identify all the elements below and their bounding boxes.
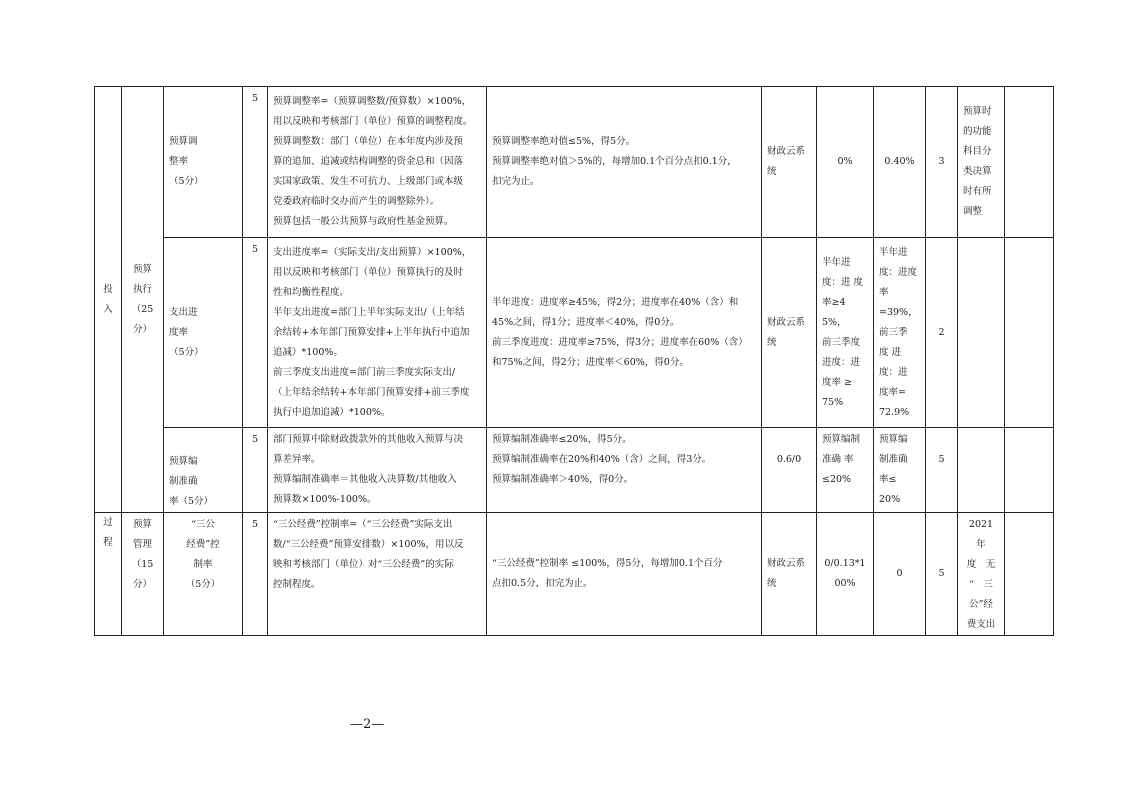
indicator-line: （5分） <box>169 346 204 358</box>
definition-line: 映和考核部门（单位）对“三公经费”的实际 <box>273 559 454 570</box>
actual-line: 度 进 <box>879 346 902 358</box>
actual-line: 0.40% <box>884 156 915 167</box>
weight-cell: 5 <box>243 238 268 428</box>
remark-line: 科目分 <box>963 146 992 157</box>
definition-line: 支出进度率=（实际支出/支出预算）×100%， <box>273 246 472 258</box>
level1-text: 过程 <box>103 517 113 548</box>
source-line: 0.6/0 <box>776 454 802 465</box>
score-cell: 5 <box>926 513 958 636</box>
score-cell: 2 <box>926 238 958 428</box>
definition-cell <box>268 87 487 238</box>
blank-cell <box>1005 238 1054 428</box>
definition-line: 性和均衡性程度。 <box>273 286 350 298</box>
criteria-line: 点扣0.5分，扣完为止。 <box>492 578 593 589</box>
definition-line: 实国家政策、发生不可抗力、上级部门或本级 <box>273 176 464 187</box>
actual-line: 度率= <box>879 386 906 398</box>
criteria-line: “三公经费”控制率 ≤100%，得5分，每增加0.1个百分 <box>492 558 723 569</box>
definition-line: 算差异率。 <box>273 454 321 465</box>
source-cell <box>762 428 817 513</box>
definition-line: 半年支出进度=部门上半年实际支出/（上年结 <box>273 306 465 318</box>
evaluation-table <box>94 86 1079 636</box>
target-line: 准确 率 <box>822 454 854 465</box>
indicator-line: “三公 <box>191 519 215 530</box>
table-row <box>95 87 1079 238</box>
actual-line: 20% <box>879 494 901 505</box>
actual-line: 度：进 <box>879 366 908 378</box>
score-cell: 5 <box>926 428 958 513</box>
actual-cell <box>874 513 926 636</box>
source-line: 统 <box>767 336 777 348</box>
target-cell <box>817 428 874 513</box>
source-cell <box>762 513 817 636</box>
definition-line: 前三季度支出进度=部门前三季度实际支出/ <box>273 366 456 378</box>
weight-cell: 5 <box>243 428 268 513</box>
indicator-cell <box>164 87 243 238</box>
indicator-line: 预算调 <box>169 136 198 147</box>
remark-line: “ 三 <box>969 579 993 590</box>
actual-line: 前三季 <box>879 326 908 338</box>
actual-line: =39%， <box>879 306 918 318</box>
criteria-line: 预算调整率绝对值≤5%，得5分。 <box>492 136 636 147</box>
actual-line: 0 <box>896 568 903 579</box>
indicator-line: 制准确 <box>169 476 198 487</box>
target-line: 75% <box>822 396 844 408</box>
remark-line: 的功能 <box>963 126 992 137</box>
target-line: 半年进 <box>822 256 851 268</box>
criteria-cell <box>487 238 762 428</box>
definition-line: 控制程度。 <box>273 579 321 590</box>
table-row <box>95 238 1079 428</box>
definition-line: 追减）*100%。 <box>273 346 343 358</box>
remark-line: 类决算 <box>963 166 992 177</box>
remark-line: 调整 <box>963 206 983 217</box>
target-line: 00% <box>834 578 856 589</box>
criteria-cell <box>487 428 762 513</box>
definition-line: 余结转+本年部门预算安排+上半年执行中追加 <box>273 326 470 338</box>
remark-line: 预算时 <box>963 106 992 117</box>
target-line: 前三季度 <box>822 336 861 348</box>
remark-line: 时有所 <box>963 186 992 197</box>
source-line: 财政云系 <box>767 558 806 569</box>
definition-line: 用以反映和考核部门（单位）预算执行的及时 <box>273 266 464 278</box>
level2-text: 预算管理（15分） <box>131 519 154 590</box>
remark-line: 费支出 <box>966 619 996 630</box>
definition-line: （上年结余结转+本年部门预算安排+前三季度 <box>273 386 470 398</box>
table-row <box>95 513 1079 636</box>
remark-cell <box>958 238 1005 428</box>
target-line: 率≥45%， <box>822 296 847 328</box>
actual-line: 72.9% <box>879 406 910 418</box>
remark-cell <box>958 87 1005 238</box>
table-row <box>95 428 1079 513</box>
criteria-cell <box>487 87 762 238</box>
level2-cell <box>122 513 164 636</box>
remark-line: 2021 年 <box>968 519 994 550</box>
target-line: 度率 ≥ <box>822 376 852 388</box>
definition-cell <box>268 238 487 428</box>
indicator-line: 率（5分） <box>169 496 214 507</box>
criteria-line: 预算调整率绝对值＞5%的，每增加0.1个百分点扣0.1分， <box>492 156 737 167</box>
criteria-line: 扣完为止。 <box>492 176 540 187</box>
target-line: 0/0.13*1 <box>824 558 866 569</box>
indicator-line: 整率 <box>169 156 189 167</box>
definition-line: 部门预算中除财政拨款外的其他收入预算与决 <box>273 434 464 445</box>
source-line: 统 <box>767 166 777 177</box>
definition-line: 执行中追加追减）*100%。 <box>273 406 391 418</box>
definition-cell <box>268 428 487 513</box>
source-line: 财政云系 <box>767 316 806 328</box>
score-cell: 3 <box>926 87 958 238</box>
level1-text: 投入 <box>103 283 113 315</box>
definition-line: 预算调整数：部门（单位）在本年度内涉及预 <box>273 136 464 147</box>
target-cell <box>817 513 874 636</box>
definition-line: 预算数×100%-100%。 <box>273 494 377 505</box>
level1-cell <box>95 87 122 513</box>
definition-line: “三公经费”控制率=（“三公经费”实际支出 <box>273 519 453 530</box>
actual-line: 率≤ <box>879 474 897 485</box>
actual-cell <box>874 87 926 238</box>
target-cell <box>817 87 874 238</box>
target-line: 度：进 度 <box>822 276 864 288</box>
definition-line: 党委政府临时交办而产生的调整除外）。 <box>273 196 440 207</box>
indicator-cell <box>164 238 243 428</box>
source-cell <box>762 87 817 238</box>
actual-line: 预算编 <box>879 434 908 445</box>
actual-cell <box>874 428 926 513</box>
blank-cell <box>1005 428 1054 513</box>
indicator-cell <box>164 428 243 513</box>
criteria-line: 预算编制准确率＞40%，得0分。 <box>492 474 634 485</box>
remark-line: 公”经 <box>969 599 993 610</box>
criteria-line: 半年进度：进度率≥45%，得2分；进度率在40%（含）和 <box>492 296 739 308</box>
criteria-line: 前三季度进度：进度率≥75%，得3分；进度率在60%（含） <box>492 336 748 348</box>
definition-cell <box>268 513 487 636</box>
actual-line: 率 <box>879 286 889 298</box>
indicator-line: （5分） <box>169 176 204 187</box>
actual-line: 制准确 <box>879 454 908 465</box>
target-line: 0% <box>837 156 853 167</box>
target-line: 预算编制 <box>822 434 861 445</box>
criteria-line: 和75%之间，得2分；进度率＜60%，得0分。 <box>492 356 689 368</box>
actual-line: 半年进 <box>879 246 908 258</box>
definition-line: 用以反映和考核部门（单位）预算的调整程度。 <box>273 116 473 127</box>
definition-line: 预算包括一般公共预算与政府性基金预算。 <box>273 216 454 227</box>
weight-cell: 5 <box>243 87 268 238</box>
actual-line: 度：进度 <box>879 266 918 278</box>
source-line: 财政云系 <box>767 146 806 157</box>
indicator-cell <box>164 513 243 636</box>
target-line: ≤20% <box>822 474 852 485</box>
criteria-cell <box>487 513 762 636</box>
criteria-line: 45%之间，得1分；进度率＜40%，得0分。 <box>492 316 680 328</box>
definition-line: 数/“三公经费”预算安排数）×100%，用以反 <box>273 539 464 550</box>
source-cell <box>762 238 817 428</box>
source-line: 统 <box>767 578 777 589</box>
blank-cell <box>1005 87 1054 238</box>
level2-text: 预算执行（25分） <box>131 263 154 335</box>
definition-line: 算的追加、追减或结构调整的资金总和（因落 <box>273 156 464 167</box>
target-cell <box>817 238 874 428</box>
indicator-line: 预算编 <box>169 456 198 467</box>
level2-cell <box>122 87 164 513</box>
page-number: —2— <box>350 717 385 732</box>
remark-cell <box>958 428 1005 513</box>
indicator-line: （5分） <box>185 579 221 590</box>
weight-cell: 5 <box>243 513 268 636</box>
target-line: 进度：进 <box>822 356 861 368</box>
remark-line: 度 无 <box>966 559 996 570</box>
remark-cell <box>958 513 1005 636</box>
definition-line: 预算调整率=（预算调整数/预算数）×100%， <box>273 96 472 107</box>
definition-line: 预算编制准确率＝其他收入决算数/其他收入 <box>273 474 457 485</box>
blank-cell <box>1005 513 1054 636</box>
criteria-line: 预算编制准确率在20%和40%（含）之间，得3分。 <box>492 454 712 465</box>
actual-cell <box>874 238 926 428</box>
criteria-line: 预算编制准确率≤20%，得5分。 <box>492 434 632 445</box>
indicator-line: 度率 <box>169 326 189 338</box>
indicator-line: 经费”控 <box>186 539 220 550</box>
indicator-line: 支出进 <box>169 306 198 318</box>
level1-cell <box>95 513 122 636</box>
indicator-line: 制率 <box>193 559 213 570</box>
